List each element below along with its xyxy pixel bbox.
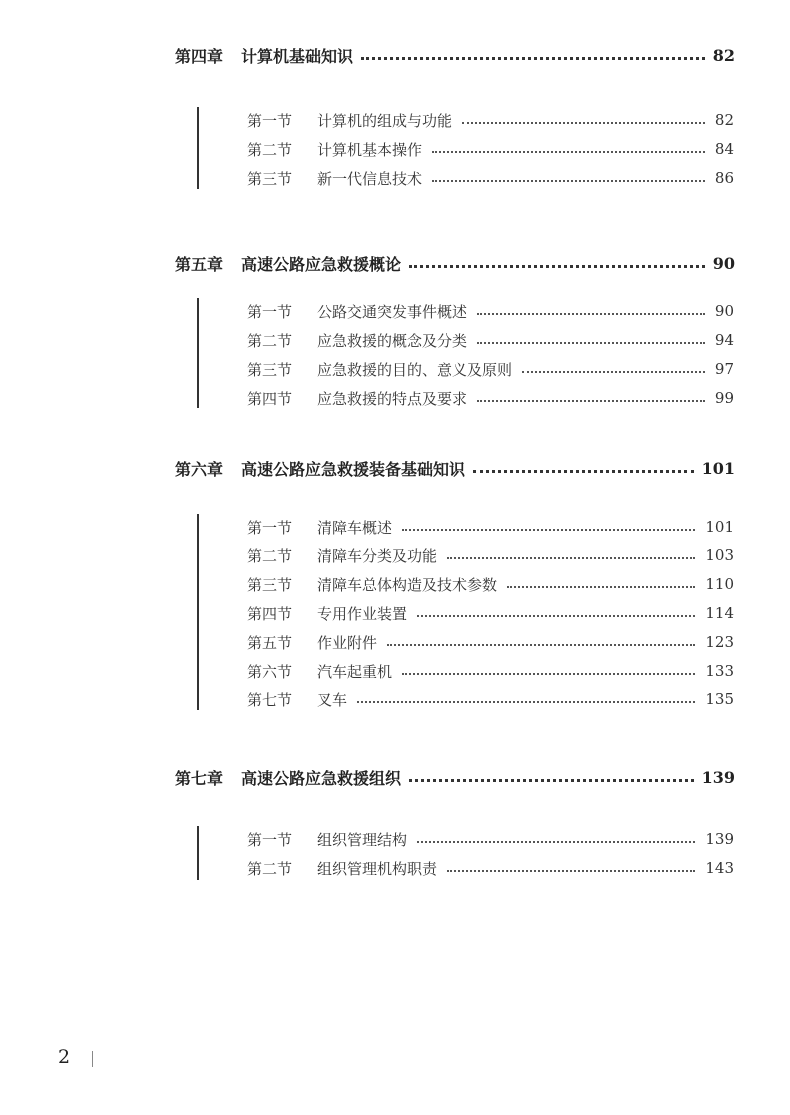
section-number: 第三节	[247, 169, 293, 188]
dot-leader	[477, 400, 705, 402]
section-page: 97	[714, 360, 734, 378]
section-title: 专用作业装置	[317, 604, 408, 623]
section-number: 第四节	[247, 389, 293, 408]
toc-section[interactable]	[247, 514, 734, 540]
section-page: 123	[705, 633, 734, 651]
dot-leader	[402, 673, 695, 675]
dot-leader	[357, 701, 695, 703]
section-number: 第四节	[247, 604, 293, 623]
section-page: 94	[714, 331, 734, 349]
section-number: 第二节	[247, 140, 293, 159]
toc-section[interactable]	[247, 658, 734, 684]
chapter-number: 第七章	[175, 768, 224, 788]
chapter-number: 第五章	[175, 254, 224, 274]
section-group-bar	[197, 298, 199, 408]
section-page: 101	[705, 518, 734, 536]
toc-section[interactable]	[247, 629, 734, 655]
section-page: 133	[705, 662, 734, 680]
page-number: 2	[58, 1046, 71, 1068]
section-page: 86	[714, 169, 734, 187]
section-title: 计算机的组成与功能	[317, 111, 453, 130]
section-title: 作业附件	[317, 633, 378, 652]
section-title: 叉车	[317, 690, 348, 709]
chapter-number: 第六章	[175, 459, 224, 479]
section-title: 汽车起重机	[317, 662, 393, 681]
section-title: 清障车分类及功能	[317, 546, 438, 565]
section-number: 第三节	[247, 575, 293, 594]
chapter-page: 139	[701, 767, 735, 787]
toc-section[interactable]	[247, 327, 734, 353]
section-page: 103	[705, 546, 734, 564]
section-number: 第七节	[247, 690, 293, 709]
toc-section[interactable]	[247, 298, 734, 324]
chapter-title: 高速公路应急救援概论	[241, 254, 402, 274]
section-number: 第三节	[247, 360, 293, 379]
chapter-page: 82	[712, 45, 735, 65]
section-number: 第五节	[247, 633, 293, 652]
section-page: 90	[714, 302, 734, 320]
toc-section[interactable]	[247, 542, 734, 568]
toc-chapter-7[interactable]	[175, 764, 735, 790]
section-title: 应急救援的概念及分类	[317, 331, 468, 350]
section-page: 143	[705, 859, 734, 877]
chapter-title: 计算机基础知识	[241, 46, 354, 66]
dot-leader	[387, 644, 695, 646]
section-title: 计算机基本操作	[317, 140, 423, 159]
section-number: 第二节	[247, 331, 293, 350]
toc-section[interactable]	[247, 107, 734, 133]
section-page: 82	[714, 111, 734, 129]
section-number: 第六节	[247, 662, 293, 681]
dot-leader	[477, 342, 705, 344]
toc-section[interactable]	[247, 600, 734, 626]
toc-section[interactable]	[247, 385, 734, 411]
section-title: 组织管理结构	[317, 830, 408, 849]
chapter-number: 第四章	[175, 46, 224, 66]
toc-chapter-5[interactable]	[175, 250, 735, 276]
footer-divider	[92, 1051, 93, 1067]
section-page: 114	[705, 604, 734, 622]
section-page: 135	[705, 690, 734, 708]
section-title: 组织管理机构职责	[317, 859, 438, 878]
section-title: 应急救援的目的、意义及原则	[317, 360, 513, 379]
dot-leader	[447, 557, 695, 559]
chapter-title: 高速公路应急救援组织	[241, 768, 402, 788]
section-number: 第二节	[247, 546, 293, 565]
chapter-page: 90	[712, 253, 735, 273]
section-title: 应急救援的特点及要求	[317, 389, 468, 408]
section-title: 清障车概述	[317, 518, 393, 537]
toc-section[interactable]	[247, 855, 734, 881]
section-page: 139	[705, 830, 734, 848]
dot-leader	[477, 313, 705, 315]
section-title: 公路交通突发事件概述	[317, 302, 468, 321]
toc-section[interactable]	[247, 136, 734, 162]
dot-leader	[417, 615, 695, 617]
chapter-page: 101	[701, 458, 735, 478]
dot-leader	[507, 586, 695, 588]
section-page: 99	[714, 389, 734, 407]
chapter-title: 高速公路应急救援装备基础知识	[241, 459, 466, 479]
dot-leader	[409, 265, 705, 268]
dot-leader	[447, 870, 695, 872]
section-group-bar	[197, 826, 199, 880]
dot-leader	[522, 371, 705, 373]
section-number: 第一节	[247, 302, 293, 321]
section-group-bar	[197, 514, 199, 710]
dot-leader	[402, 529, 695, 531]
section-number: 第一节	[247, 518, 293, 537]
section-title: 新一代信息技术	[317, 169, 423, 188]
dot-leader	[361, 57, 705, 60]
dot-leader	[409, 779, 694, 782]
dot-leader	[473, 470, 694, 473]
section-page: 110	[705, 575, 734, 593]
dot-leader	[432, 180, 705, 182]
section-number: 第一节	[247, 111, 293, 130]
section-number: 第一节	[247, 830, 293, 849]
section-group-bar	[197, 107, 199, 189]
dot-leader	[417, 841, 695, 843]
section-page: 84	[714, 140, 734, 158]
toc-section[interactable]	[247, 165, 734, 191]
toc-section[interactable]	[247, 826, 734, 852]
dot-leader	[462, 122, 705, 124]
section-number: 第二节	[247, 859, 293, 878]
section-title: 清障车总体构造及技术参数	[317, 575, 498, 594]
toc-section[interactable]	[247, 686, 734, 712]
toc-chapter-4[interactable]	[175, 42, 735, 68]
toc-section[interactable]	[247, 571, 734, 597]
toc-section[interactable]	[247, 356, 734, 382]
dot-leader	[432, 151, 705, 153]
toc-chapter-6[interactable]	[175, 455, 735, 481]
